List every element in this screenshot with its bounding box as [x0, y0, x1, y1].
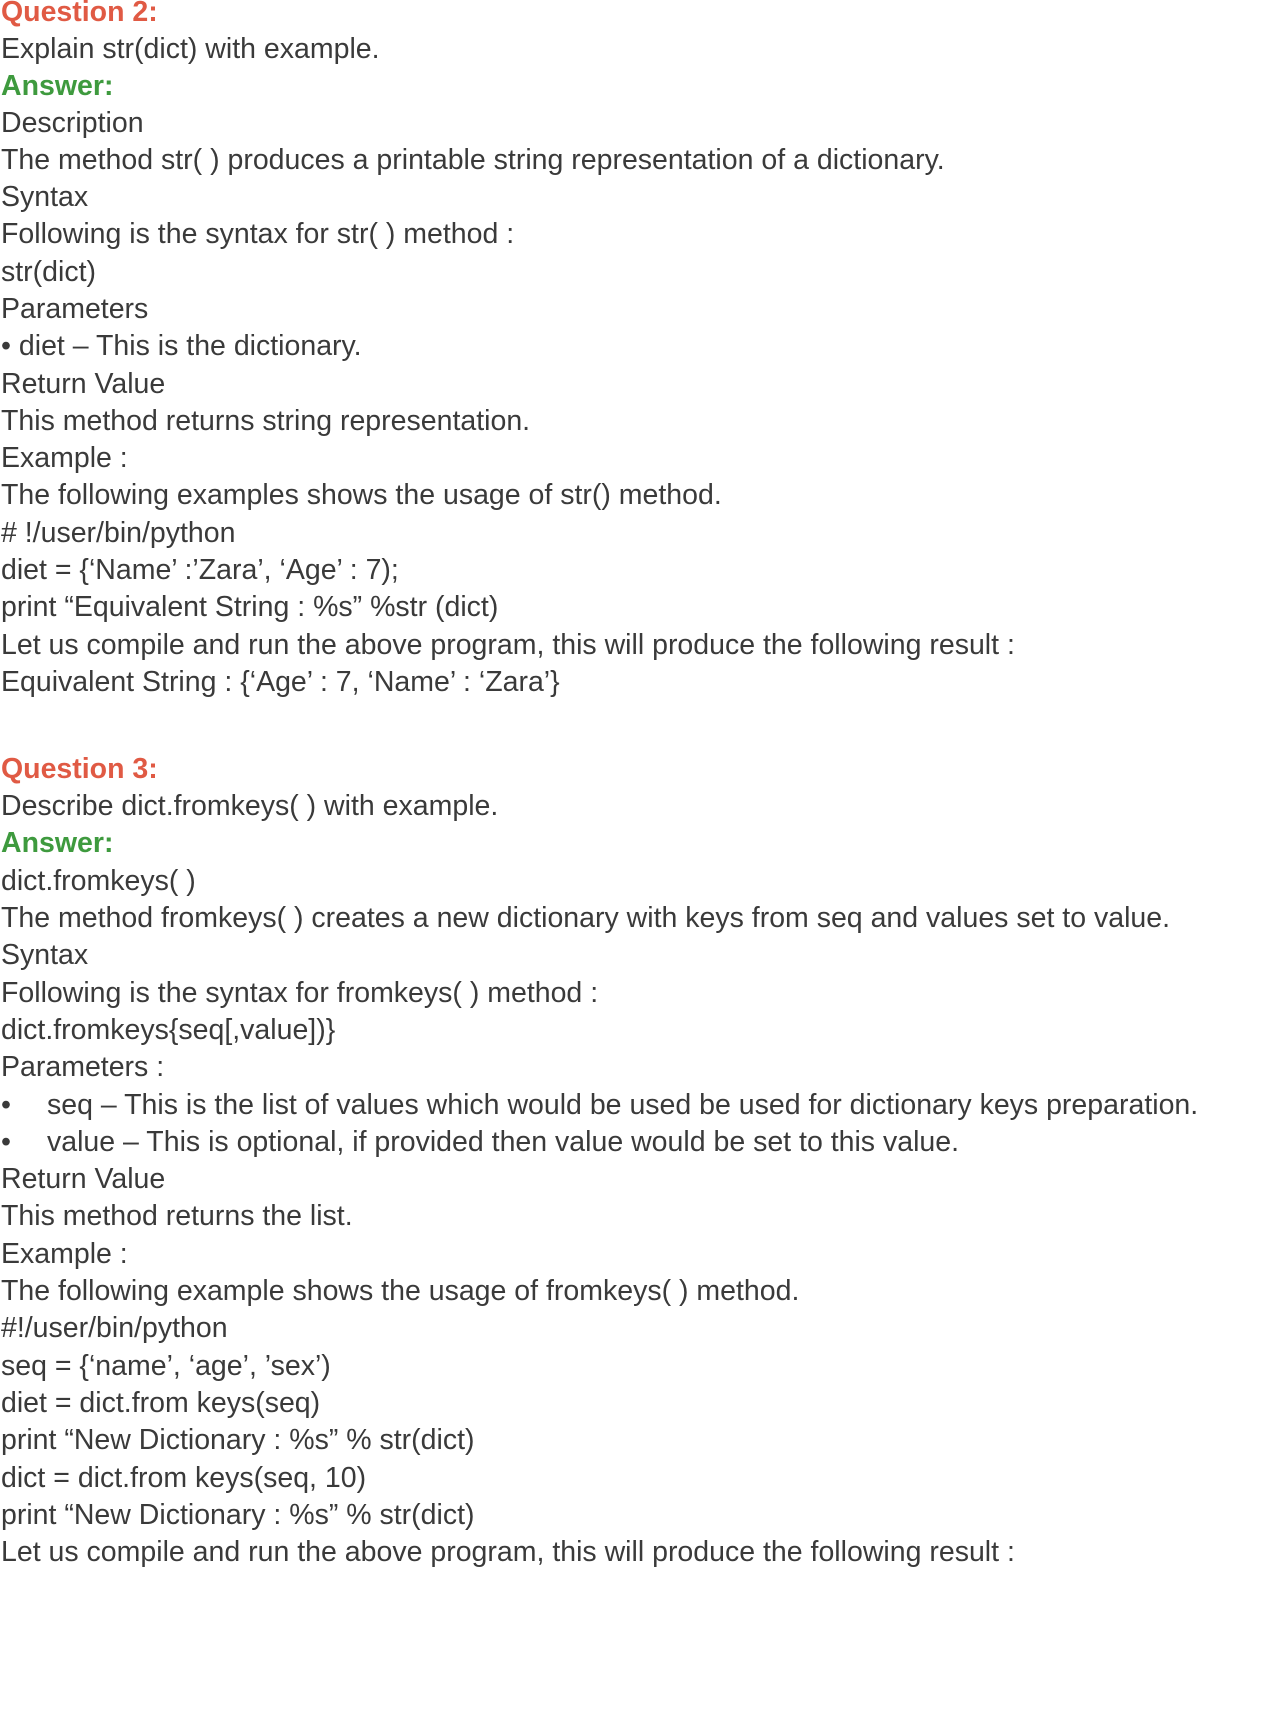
- question-3-text: Describe dict.fromkeys( ) with example.: [1, 790, 499, 822]
- answer-2-line: Description: [1, 107, 144, 139]
- bullet-icon: •: [1, 1089, 11, 1121]
- answer-3-line: Syntax: [1, 939, 89, 971]
- answer-3-label: Answer:: [1, 827, 114, 859]
- answer-2-line: The method str( ) produces a printable string representation of a dictionary.: [1, 144, 945, 176]
- answer-3-line: diet = dict.from keys(seq): [1, 1387, 321, 1419]
- answer-3-line: Return Value: [1, 1163, 166, 1195]
- answer-2-line: Let us compile and run the above program, this will produce the following result :: [1, 629, 1015, 661]
- answer-2-line: Following is the syntax for str( ) method :: [1, 218, 515, 250]
- answer-3-line: This method returns the list.: [1, 1200, 353, 1232]
- question-2-heading: Question 2:: [1, 0, 158, 28]
- answer-3-line: The method fromkeys( ) creates a new dictionary with keys from seq and values set to value.: [1, 902, 1171, 934]
- bullet-text: seq – This is the list of values which would be used be used for dictionary keys preparation.: [47, 1089, 1199, 1121]
- bullet-icon: •: [1, 1126, 11, 1158]
- answer-3-line: #!/user/bin/python: [1, 1312, 228, 1344]
- question-3-heading: Question 3:: [1, 753, 158, 785]
- answer-2-line: diet = {‘Name’ :’Zara’, ‘Age’ : 7);: [1, 554, 399, 586]
- answer-3-line: dict = dict.from keys(seq, 10): [1, 1462, 367, 1494]
- answer-2-line: str(dict): [1, 256, 96, 288]
- bullet-item: [1, 1124, 1274, 1160]
- answer-2-line: This method returns string representation.: [1, 405, 531, 437]
- bullet-text: value – This is optional, if provided then value would be set to this value.: [47, 1126, 960, 1158]
- answer-3-line: The following example shows the usage of fromkeys( ) method.: [1, 1275, 800, 1307]
- answer-2-line: Equivalent String : {‘Age’ : 7, ‘Name’ : ‘Zara’}: [1, 666, 560, 698]
- answer-2-line: Syntax: [1, 181, 89, 213]
- answer-3-line: dict.fromkeys{seq[,value])}: [1, 1014, 336, 1046]
- question-2-text: Explain str(dict) with example.: [1, 33, 380, 65]
- answer-3-line: Parameters :: [1, 1051, 165, 1083]
- answer-2-line: Example :: [1, 442, 128, 474]
- answer-2-line: # !/user/bin/python: [1, 517, 236, 549]
- answer-2-line: Return Value: [1, 368, 166, 400]
- answer-3-line: Example :: [1, 1238, 128, 1270]
- answer-3-line: Following is the syntax for fromkeys( ) method :: [1, 977, 599, 1009]
- answer-3-line: seq = {‘name’, ‘age’, ’sex’): [1, 1350, 331, 1382]
- answer-2-line: • diet – This is the dictionary.: [1, 330, 362, 362]
- answer-2-line: print “Equivalent String : %s” %str (dict): [1, 591, 499, 623]
- answer-2-line: The following examples shows the usage of str() method.: [1, 479, 722, 511]
- answer-3-line: print “New Dictionary : %s” % str(dict): [1, 1499, 475, 1531]
- answer-2-label: Answer:: [1, 70, 114, 102]
- answer-3-line: Let us compile and run the above program, this will produce the following result :: [1, 1536, 1015, 1568]
- answer-3-line: print “New Dictionary : %s” % str(dict): [1, 1424, 475, 1456]
- answer-3-line: dict.fromkeys( ): [1, 865, 196, 897]
- bullet-item: [1, 1087, 1274, 1123]
- answer-2-line: Parameters: [1, 293, 149, 325]
